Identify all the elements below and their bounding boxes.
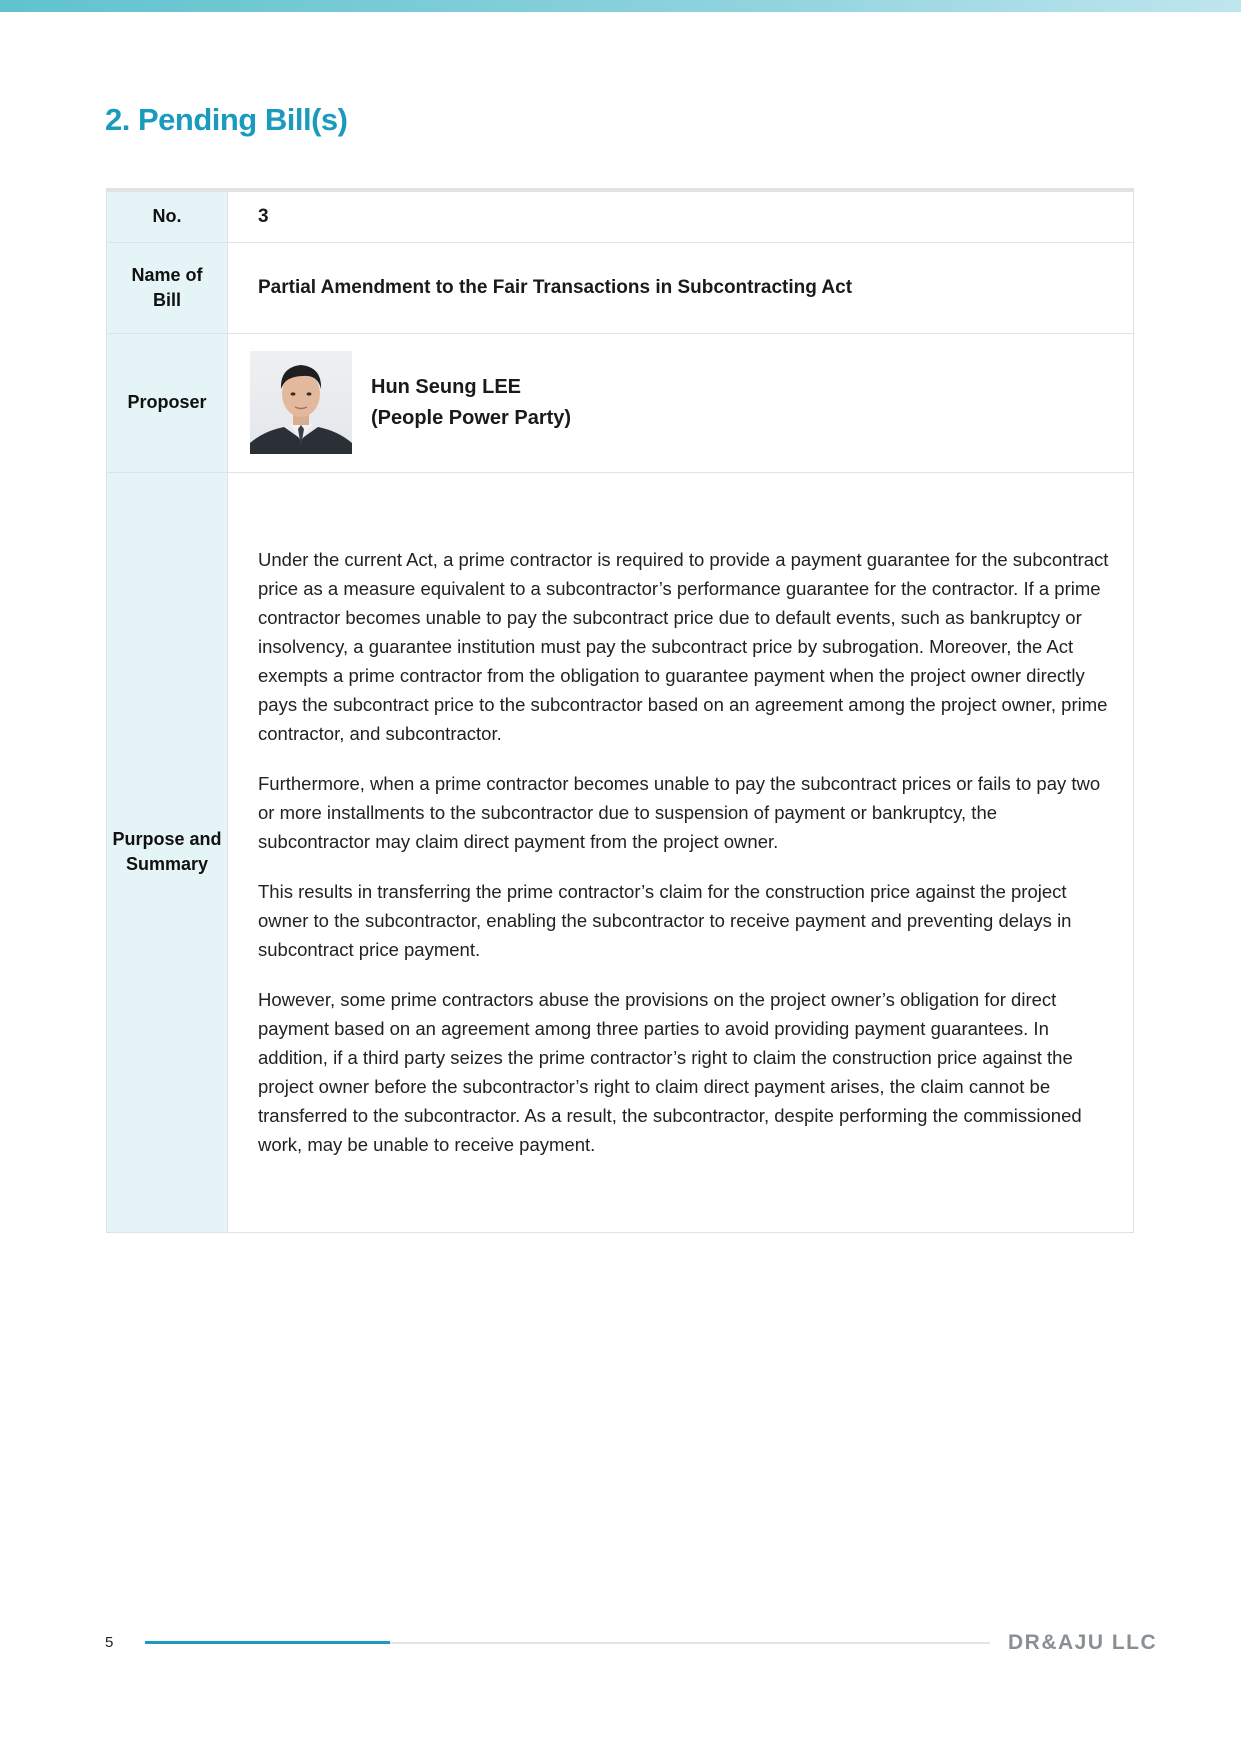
proposer-text <box>371 372 571 434</box>
bill-table <box>106 188 1134 1233</box>
proposer-cell <box>228 333 1134 472</box>
summary-paragraph: However, some prime contractors abuse the provisions on the project owner’s obligation for direct payment based on an agreement among three parties to avoid providing payment guarantees. In addition, if a third party seizes the prime contractor’s right to claim the construction price against the project owner before the subcontractor’s right to claim direct payment arises, the claim cannot be transferred to the subcontractor. As a result, the subcontractor, despite performing the commissioned work, may be unable to receive payment. <box>258 989 1082 1155</box>
summary-paragraph: Furthermore, when a prime contractor becomes unable to pay the subcontract prices or fails to pay two or more installments to the subcontractor due to suspension of payment or bankruptcy, the subcontractor may claim direct payment from the project owner. <box>258 773 1101 852</box>
section-title: 2. Pending Bill(s) <box>105 102 348 137</box>
page-number: 5 <box>105 1634 114 1651</box>
person-portrait-icon <box>250 351 352 454</box>
no-value: 3 <box>228 190 1134 242</box>
summary-paragraph: Under the current Act, a prime contractor is required to provide a payment guarantee for the subcontract price as a measure equivalent to a subcontractor’s performance guarantee for the contractor. If a prime contractor becomes unable to pay the subcontract price due to default events, such as bankruptcy or insolvency, a guarantee institution must pay the subcontract price by subrogation. Moreover, the Act exempts a prime contractor from the obligation to guarantee payment when the project owner directly pays the subcontract price to the subcontractor based on an agreement among the project owner, prime contractor, and subcontractor. <box>258 549 1109 744</box>
bill-name-label-text: Name of Bill <box>131 264 203 310</box>
row-number <box>107 190 1134 242</box>
top-accent-bar <box>0 0 1241 12</box>
proposer-name: Hun Seung LEE <box>371 375 521 398</box>
purpose-label-text: Purpose and Summary <box>112 829 222 874</box>
proposer-party: (People Power Party) <box>371 406 572 429</box>
purpose-label <box>107 472 228 1232</box>
row-purpose-summary <box>107 472 1134 1232</box>
footer-progress-fill <box>145 1641 390 1644</box>
proposer-photo <box>250 351 352 454</box>
proposer-label: Proposer <box>107 333 228 472</box>
no-label: No. <box>107 190 228 242</box>
summary-paragraph: This results in transferring the prime contractor’s claim for the construction price against the project owner to the subcontractor, enabling the subcontractor to receive payment and preventing delays in subcontract price payment. <box>258 881 1072 960</box>
purpose-summary <box>228 472 1134 1232</box>
bill-name-value: Partial Amendment to the Fair Transactions in Subcontracting Act <box>228 242 1134 333</box>
proposer-wrap <box>258 351 1111 454</box>
brand-logo: DR&AJU LLC <box>1008 1631 1158 1654</box>
bill-name-label <box>107 242 228 333</box>
row-proposer <box>107 333 1134 472</box>
row-bill-name <box>107 242 1134 333</box>
